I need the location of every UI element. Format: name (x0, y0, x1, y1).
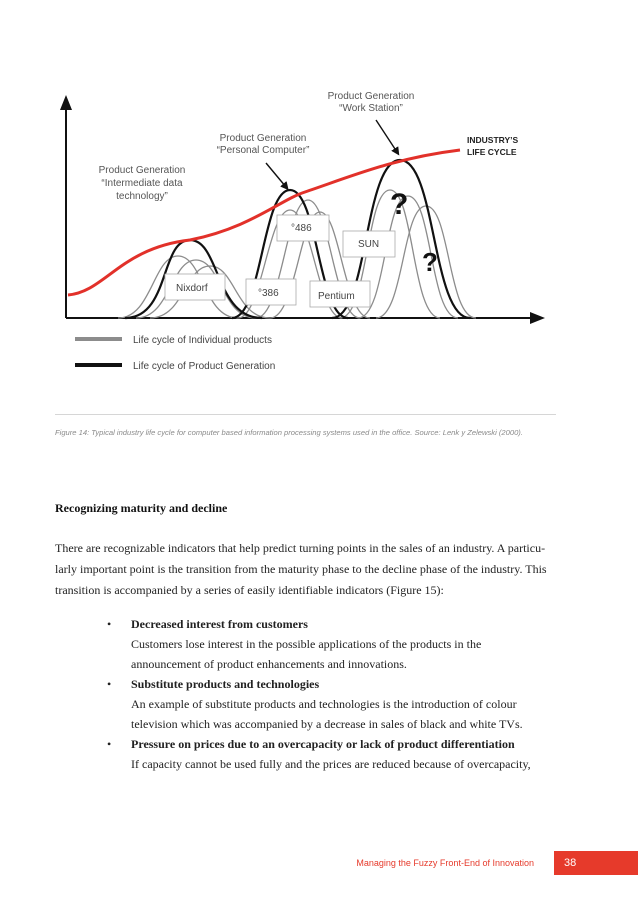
label-workstation-line2: “Work Station” (339, 103, 403, 114)
bullet-mark: • (107, 737, 112, 751)
label-intermediate-line2: “Intermediate data (101, 178, 183, 189)
bullet-text: television which was accompanied by a decrease in sales of black and white TVs. (131, 717, 523, 731)
legend-individual-label: Life cycle of Individual products (133, 335, 272, 346)
legend-generation-label: Life cycle of Product Generation (133, 361, 276, 372)
footer-title: Managing the Fuzzy Front-End of Innovation (356, 858, 534, 868)
list-item (107, 614, 567, 674)
bullet-text: An example of substitute products and technologies is the introduction of colour (131, 697, 517, 711)
page-number: 38 (554, 851, 638, 875)
bullet-title: Substitute products and technologies (131, 677, 320, 691)
intro-paragraph (55, 538, 560, 601)
bullet-title: Pressure on prices due to an overcapacity or lack of product differentiation (131, 737, 515, 751)
question-mark-2: ? (422, 247, 438, 277)
svg-text:Pentium: Pentium (318, 291, 355, 302)
box-386 (246, 279, 296, 305)
svg-text:°386: °386 (258, 288, 279, 299)
list-item (107, 674, 567, 734)
intro-line: larly important point is the transition from the maturity phase to the decline phase of the industry. This (55, 562, 547, 576)
label-intermediate-line1: Product Generation (98, 165, 186, 176)
figure-caption: Figure 14: Typical industry life cycle for computer based information processing systems used in the office. Source: Lenk y Zelewski (2000). (55, 428, 523, 437)
box-pentium (310, 281, 370, 307)
svg-text:SUN: SUN (358, 239, 380, 250)
section-heading: Recognizing maturity and decline (55, 501, 228, 515)
bullet-mark: • (107, 677, 112, 691)
label-industry-line2: LIFE CYCLE (467, 147, 517, 157)
svg-text:°486: °486 (291, 223, 312, 234)
industry-life-cycle-figure (0, 0, 638, 410)
bullet-title: Decreased interest from customers (131, 617, 308, 631)
label-workstation-line1: Product Generation (327, 91, 415, 102)
list-item (107, 734, 567, 774)
question-mark-1: ? (390, 188, 409, 221)
box-nixdorf (165, 274, 225, 300)
intro-line: transition is accompanied by a series of easily identifiable indicators (Figure 15): (55, 583, 444, 597)
caption-divider (55, 414, 556, 415)
box-sun (343, 231, 395, 257)
legend (75, 335, 275, 372)
axes (60, 95, 545, 324)
svg-text:Nixdorf: Nixdorf (176, 283, 208, 294)
label-pc-line1: Product Generation (219, 133, 307, 144)
indicator-list (107, 614, 567, 774)
bullet-mark: • (107, 617, 112, 631)
bullet-text: If capacity cannot be used fully and the prices are reduced because of overcapacity, (131, 757, 531, 771)
bullet-text: announcement of product enhancements and innovations. (131, 657, 407, 671)
label-intermediate-line3: technology” (116, 191, 168, 202)
bullet-text: Customers lose interest in the possible applications of the products in the (131, 637, 482, 651)
label-industry-line1: INDUSTRY’S (467, 135, 519, 145)
intro-line: There are recognizable indicators that help predict turning points in the sales of an industry. A particu- (55, 541, 546, 555)
box-486 (277, 215, 329, 241)
label-pc-line2: “Personal Computer” (216, 145, 310, 156)
